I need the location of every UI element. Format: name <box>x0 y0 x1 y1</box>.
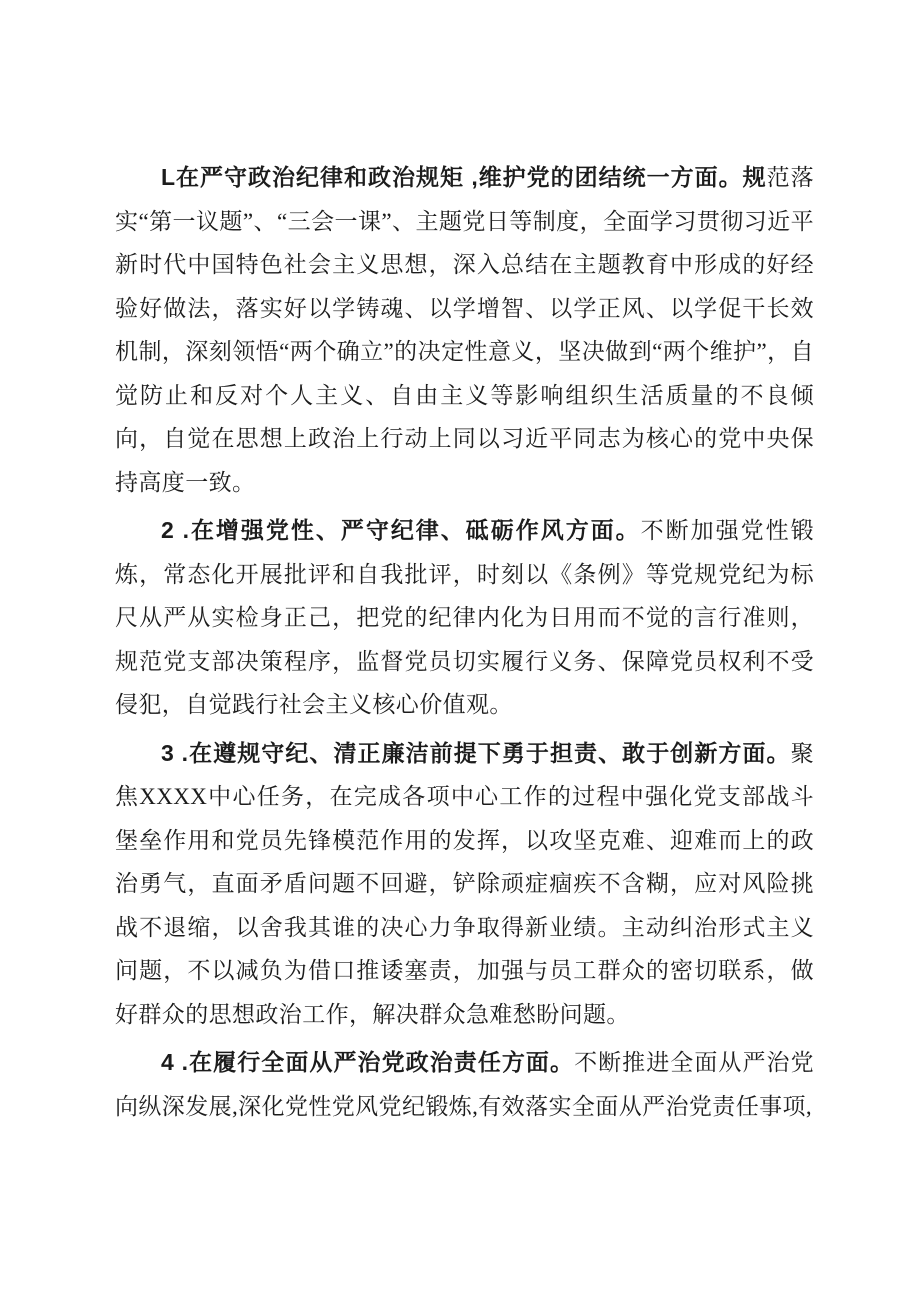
paragraph-4-body: 不断推进全面从严治党向纵深发展,深化党性党风党纪锻炼,有效落实全面从严治党责任事项, <box>115 1050 815 1119</box>
paragraph-2-heading: 2 .在增强党性、严守纪律、砥砺作风方面。 <box>161 517 641 543</box>
paragraph-1 <box>115 156 814 504</box>
paragraph-3-heading: 3 .在遵规守纪、清正廉洁前提下勇于担责、敢于创新方面。 <box>161 739 791 766</box>
paragraph-1-heading: L在严守政治纪律和政治规矩 ,维护党的团结统一方面。规 <box>161 164 767 190</box>
paragraph-2 <box>115 509 814 727</box>
paragraph-4-heading: 4 .在履行全面从严治党政治责任方面。 <box>161 1049 575 1075</box>
paragraph-2-body: 不断加强党性锻炼，常态化开展批评和自我批评，时刻以《条例》等党规党纪为标尺从严从实检身正己，把党的纪律内化为日用而不觉的言行准则，规范党支部决策程序，监督党员切实履行义务、保障党员权利不受侵犯，自觉践行社会主义核心价值观。 <box>115 518 814 717</box>
paragraph-4 <box>115 1041 814 1128</box>
paragraph-1-body: 范落实“第一议题”、“三会一课”、主题党日等制度，全面学习贯彻习近平新时代中国特色社会主义思想，深入总结在主题教育中形成的好经验好做法，落实好以学铸魂、以学增智、以学正风、以学促干长效机制，深刻领悟“两个确立”的决定性意义，坚决做到“两个维护”，自觉防止和反对个人主义、自由主义等影响组织生活质量的不良倾向，自觉在思想上政治上行动上同以习近平同志为核心的党中央保持高度一致。 <box>115 165 814 495</box>
document-text-block <box>115 156 814 1133</box>
paragraph-3 <box>115 732 814 1037</box>
paragraph-3-body: 聚焦XXXX中心任务，在完成各项中心工作的过程中强化党支部战斗堡垒作用和党员先锋模范作用的发挥，以攻坚克难、迎难而上的政治勇气，直面矛盾问题不回避，铲除顽症痼疾不含糊，应对风险挑战不退缩，以舍我其谁的决心力争取得新业绩。主动纠治形式主义问题，不以减负为借口推诿塞责，加强与员工群众的密切联系，做好群众的思想政治工作，解决群众急难愁盼问题。 <box>115 740 814 1027</box>
